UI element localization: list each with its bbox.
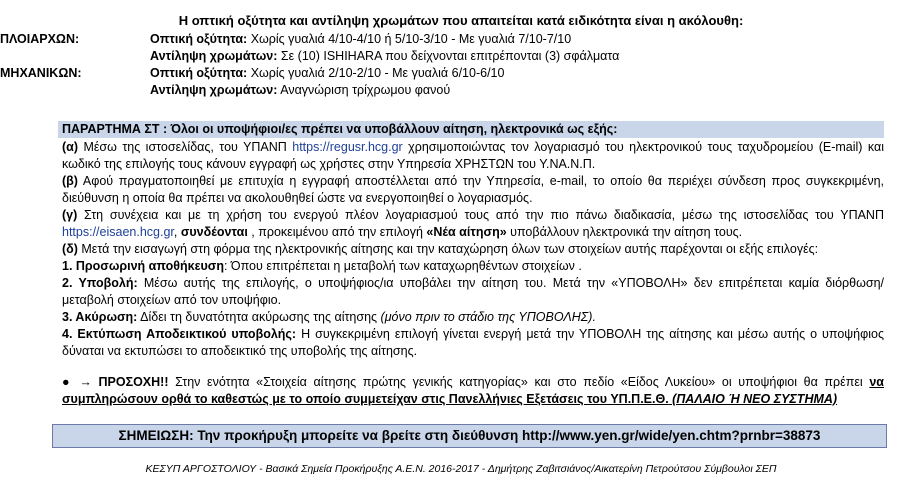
option-text: Δίδει τη δυνατότητα ακύρωσης της αίτησης [137,310,381,324]
annex-body [62,139,884,360]
step-label: (δ) [62,242,78,256]
note-text: ΣΗΜΕΙΩΣΗ: Την προκήρυξη μπορείτε να βρείτε στη διεύθυνση http://www.yen.gr/wide/yen.chtm?prnbr=38873 [118,428,821,443]
specialty-label: ΜΗΧΑΝΙΚΩΝ: [0,66,82,80]
step-emphasis: «Νέα αίτηση» [426,225,507,239]
step-a [62,139,884,173]
option-note: (μόνο πριν το στάδιο της ΥΠΟΒΟΛΗΣ). [380,310,596,324]
step-emphasis: συνδέονται [180,225,248,239]
requirement-label: Οπτική οξύτητα: [150,32,248,46]
step-text: Μέσω της ιστοσελίδας, του ΥΠΑΝΠ [78,140,293,154]
step-text: Στη συνέχεια και με τη χρήση του ενεργού πλέον λογαριασμού τους από την πιο πάνω διαδικασία, μέσω της ιστοσελίδας του ΥΠΑΝΠ [77,208,884,222]
step-text: , [173,225,181,239]
option-3 [62,309,884,326]
requirement-row [0,49,619,64]
option-label: 1. Προσωρινή αποθήκευση [62,259,224,273]
eisaen-link[interactable]: https://eisaen.hcg.gr [62,225,174,239]
step-text: Αφού πραγματοποιηθεί με επιτυχία η εγγραφή αποστέλλεται από την Υπηρεσία, e-mail, το οποίο θα περιέχει σύνδεση προς συγκεκριμένη, διεύθυνση η οποία θα πρέπει να ακολουθηθεί ώστε να ενεργοποιηθεί ο λογαριασμός. [62,174,884,205]
option-text: Η συγκεκριμένη επιλογή γίνεται ενεργή μετά την ΥΠΟΒΟΛΗ της αίτησης και μέσω αυτής ο υποψήφιος δύναται να εκτυπώσει το αποδεικτικό της υποβολής της αίτησης. [62,327,884,358]
attention-label: ● → ΠΡΟΣΟΧΗ!! [62,375,169,389]
requirement-text: Αναγνώριση τρίχρωμου φανού [280,83,451,97]
option-text: Μέσω αυτής της επιλογής, ο υποψήφιος/ια υποβάλει την αίτηση του. Μετά την «ΥΠΟΒΟΛΗ» δεν επιτρέπεται καμία διόρθωση/μεταβολή στοιχείων από τον υποψήφιο. [62,276,884,307]
option-label: 3. Ακύρωση: [62,310,138,324]
step-b [62,173,884,207]
option-label: 2. Υποβολή: [62,276,138,290]
step-label: (γ) [62,208,78,222]
page-heading: Η οπτική οξύτητα και αντίληψη χρωμάτων που απαιτείται κατά ειδικότητα είναι η ακόλουθη: [178,13,744,28]
option-4 [62,326,884,360]
attention-notice [62,374,884,408]
specialty-label: ΠΛΟΙΑΡΧΩΝ: [0,32,80,46]
step-text: χρησιμοποιώντας τον λογαριασμό του ηλεκτρονικού τους ταχυδρομείου (E-mail) και κωδικό της επιλογής τους κάνουν εγγραφή ως χρήστες στην Υπηρεσία ΧΡΗΣΤΩΝ του Υ.ΝΑ.Ν.Π. [62,140,884,171]
step-label: (β) [62,174,78,188]
step-d [62,241,884,258]
attention-underlined: να συμπληρώσουν ορθά το καθεστώς με το οποίο συμμετείχαν στις Πανελλήνιες Εξετάσεις του ΥΠ.Π.Ε.Θ. [62,375,884,406]
annex-title: ΠΑΡΑΡΤΗΜΑ ΣΤ : Όλοι οι υποψήφιοι/ες πρέπει να υποβάλλουν αίτηση, ηλεκτρονικά ως εξής: [62,122,618,136]
step-text: Μετά την εισαγωγή στη φόρμα της ηλεκτρονικής αίτησης και την καταχώρηση όλων των στοιχείων αυτής παρέχονται οι εξής επιλογές: [77,242,819,256]
page-footer: ΚΕΣΥΠ ΑΡΓΟΣΤΟΛΙΟΥ - Βασικά Σημεία Προκήρυξης Α.Ε.Ν. 2016-2017 - Δημήτρης Ζαβιτσιάνος/Αικατερίνη Πετρούτσου Σύμβουλοι ΣΕΠ [145,463,777,475]
step-label: (α) [62,140,79,154]
requirement-label: Αντίληψη χρωμάτων: [150,49,278,63]
requirement-row [0,83,450,98]
step-text: , προκειμένου από την επιλογή [247,225,427,239]
option-2 [62,275,884,309]
option-label: 4. Εκτύπωση Αποδεικτικού υποβολής: [62,327,297,341]
requirement-text: Σε (10) ISHIHARA που δείχνονται επιτρέπονται (3) σφάλματα [280,49,620,63]
requirement-row [0,32,571,47]
attention-text: Στην ενότητα «Στοιχεία αίτησης πρώτης γενικής κατηγορίας» και στο πεδίο «Είδος Λυκείου» οι υποψήφιοι θα πρέπει [168,375,870,389]
option-text: : Όπου επιτρέπεται η μεταβολή των καταχωρηθέντων στοιχείων . [223,259,582,273]
step-text: υποβάλλουν ηλεκτρονικά την αίτηση τους. [506,225,743,239]
requirement-label: Οπτική οξύτητα: [150,66,248,80]
requirement-row [0,66,504,81]
requirement-text: Χωρίς γυαλιά 4/10-4/10 ή 5/10-3/10 - Με γυαλιά 7/10-7/10 [250,32,572,46]
attention-system: (ΠΑΛΑΙΟ Ή ΝΕΟ ΣΥΣΤΗΜΑ) [668,392,838,406]
requirement-text: Χωρίς γυαλιά 2/10-2/10 - Με γυαλιά 6/10-6/10 [250,66,505,80]
regusr-link[interactable]: https://regusr.hcg.gr [292,140,403,154]
step-c [62,207,884,241]
option-1 [62,258,884,275]
requirement-label: Αντίληψη χρωμάτων: [150,83,278,97]
